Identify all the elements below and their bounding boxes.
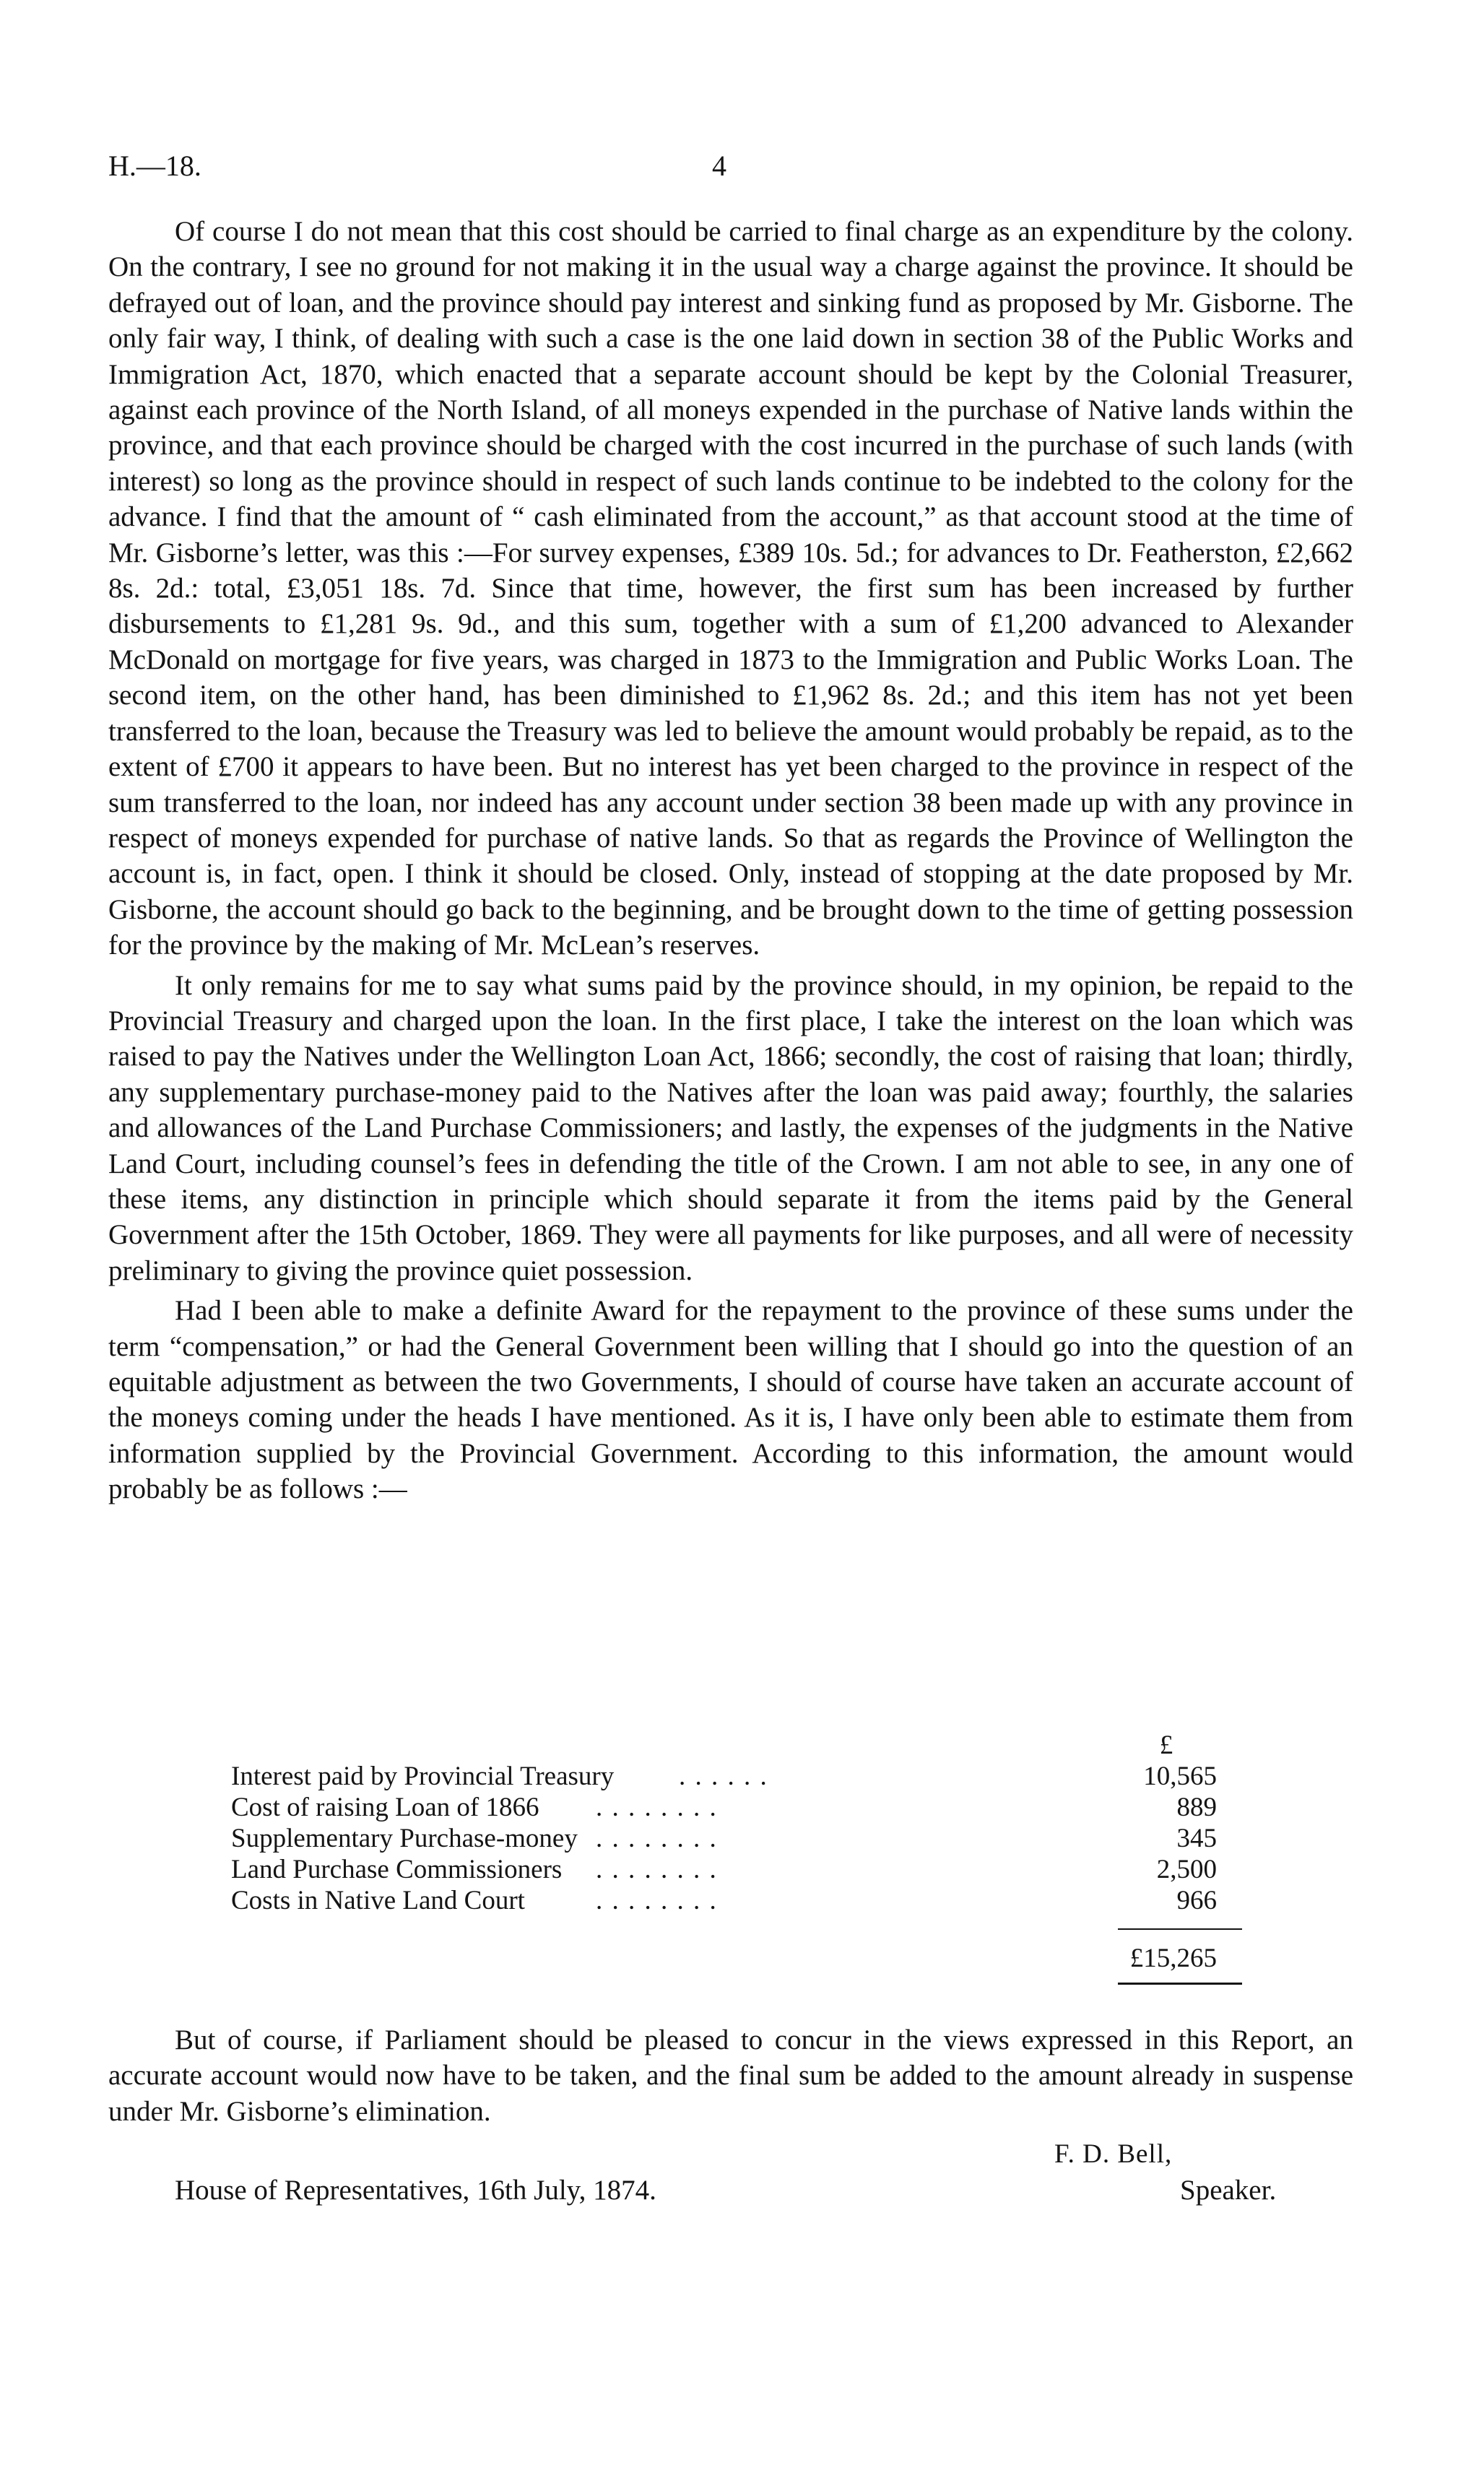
row-label: Costs in Native Land Court [231,1886,525,1915]
dot-leader: . . . . . . . . [596,1824,718,1853]
total-rule-bottom [1118,1983,1242,1985]
table-total: £15,265 [1129,1944,1217,1973]
table-row [231,1885,1242,1916]
row-amount: 10,565 [1143,1762,1217,1791]
row-amount: 889 [1176,1793,1217,1822]
row-amount: 966 [1176,1886,1217,1915]
closing-section [108,2022,1353,2129]
total-rule-top [1118,1928,1242,1930]
table-row [231,1854,1242,1885]
document-code: H.—18. [108,150,201,182]
table-row [231,1792,1242,1823]
dot-leader: . . . . . . [679,1762,768,1791]
signature-title: Speaker. [1180,2175,1277,2206]
estimate-rows [231,1761,1242,1916]
row-label: Cost of raising Loan of 1866 [231,1793,539,1822]
report-body [108,214,1353,1507]
paragraph-sums-repaid: It only remains for me to say what sums paid by the province should, in my opinion, be repaid to the Provincial Treasury and charged upon the loan. In the first place, I take the interest on the loan which was raised to pay the Natives under the Wellington Loan Act, 1866; secondly, the cost of raising that loan; thirdly, any supplementary purchase-money paid to the Natives after the loan was paid away; fourthly, the salaries and allowances of the Land Purchase Commissioners; and lastly, the expenses of the judgments in the Native Land Court, including counsel’s fees in defending the title of the Crown. I am not able to see, in any one of these items, any distinction in principle which should separate it from the items paid by the General Government after the 15th October, 1869. They were all payments for like purposes, and all were of necessity preliminary to giving the province quiet possession. [108,969,1353,1286]
paragraph-loan-cost: Of course I do not mean that this cost should be carried to final charge as an expenditure by the colony. On the contrary, I see no ground for not making it in the usual way a charge against the province. It should be defrayed out of loan, and the province should pay interest and sinking fund as proposed by Mr. Gisborne. The only fair way, I think, of dealing with such a case is the one laid down in section 38 of the Public Works and Immigration Act, 1870, which enacted that a separate account should be kept by the Colonial Treasurer, against each province of the North Island, of all moneys expended in the purchase of Native lands within the province, and that each province should be charged with the cost incurred in the purchase of such lands (with interest) so long as the province should in respect of such lands continue to be indebted to the colony for the advance. I find that the amount of “ cash eliminated from the account,” as that account stood at the time of Mr. Gisborne’s letter, was this :—For survey expenses, £389 10s. 5d.; for advances to Dr. Featherston, £2,662 8s. 2d.: total, £3,051 18s. 7d. Since that time, however, the first sum has been increased by further disbursements to £1,281 9s. 9d., and this sum, together with a sum of £1,200 advanced to Alexander McDonald on mortgage for five years, was charged in 1873 to the Immigration and Public Works Loan. The second item, on the other hand, has been diminished to £1,962 8s. 2d.; and this item has not yet been transferred to the loan, because the Treasury was led to believe the amount would probably be repaid, as to the extent of £700 it appears to have been. But no interest has yet been charged to the province in respect of the sum transferred to the loan, nor indeed has any account under section 38 been made up with any province in respect of moneys expended for purchase of native lands. So that as regards the Province of Wellington the account is, in fact, open. I think it should be closed. Only, instead of stopping at the date proposed by Mr. Gisborne, the account should go back to the beginning, and be brought down to the time of getting possession for the province by the making of Mr. McLean’s reserves. [108,216,1353,961]
currency-header: £ [1159,1730,1173,1760]
dot-leader: . . . . . . . . [596,1855,718,1884]
table-row [231,1823,1242,1854]
place-date: House of Representatives, 16th July, 1874. [175,2175,656,2206]
page-header [108,144,1379,188]
row-amount: 2,500 [1156,1855,1217,1884]
page-number: 4 [712,150,726,182]
paragraph-award-estimate: Had I been able to make a definite Award for the repayment to the province of these sums under the term “compensation,” or had the General Government been willing that I should go into the question of an equitable adjustment as between the two Governments, I should of course have taken an accurate account of the moneys coming under the heads I have mentioned. As it is, I have only been able to estimate them from information supplied by the Provincial Government. According to this information, the amount would probably be as follows :— [108,1295,1353,1505]
row-label: Land Purchase Commissioners [231,1855,563,1884]
signature-name: F. D. Bell, [1054,2139,1173,2169]
row-amount: 345 [1176,1824,1217,1853]
closing-paragraph: But of course, if Parliament should be pleased to concur in the views expressed in this Report, an accurate account would now have to be taken, and the final sum be added to the amount already in suspense under Mr. Gisborne’s elimination. [108,2024,1353,2127]
row-label: Interest paid by Provincial Treasury [231,1762,615,1791]
table-row [231,1761,1242,1792]
dot-leader: . . . . . . . . [596,1886,718,1915]
dot-leader: . . . . . . . . [596,1793,718,1822]
row-label: Supplementary Purchase-money [231,1824,578,1853]
